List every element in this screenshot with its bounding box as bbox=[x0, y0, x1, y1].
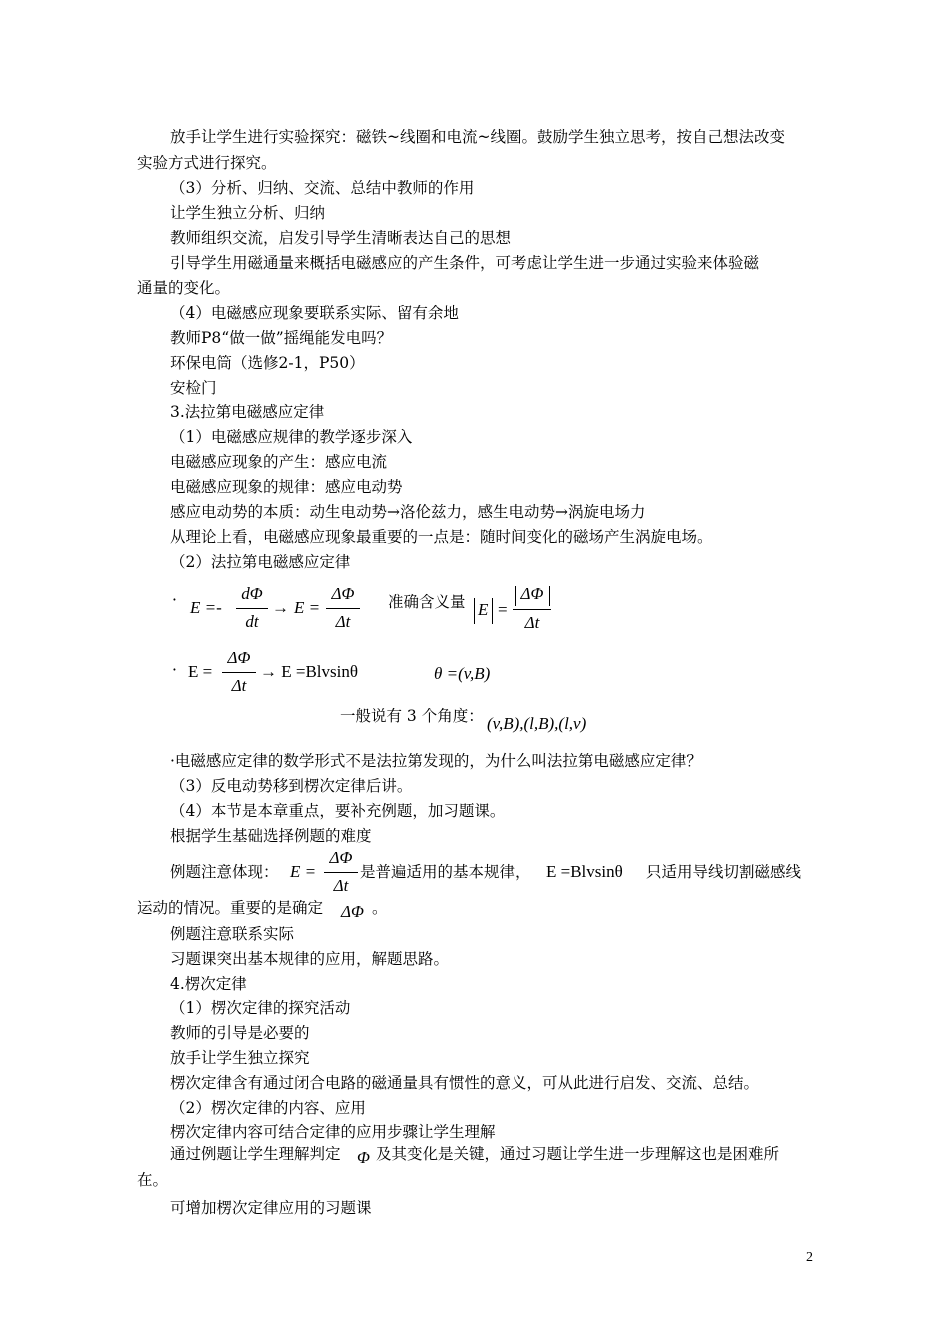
text-line: 引导学生用磁通量来概括电磁感应的产生条件，可考虑让学生进一步通过实验来体验磁 bbox=[170, 254, 760, 272]
text-line: 楞次定律内容可结合定律的应用步骤让学生理解 bbox=[170, 1123, 496, 1141]
phi-line2: 在。 bbox=[137, 1171, 169, 1189]
text-line: （2）法拉第电磁感应定律 bbox=[170, 553, 351, 571]
text-line: 教师组织交流，启发引导学生清晰表达自己的思想 bbox=[170, 229, 512, 247]
phi-post: 及其变化是关键，通过习题让学生进一步理解这也是困难所 bbox=[376, 1145, 780, 1163]
text-line: ·电磁感应定律的数学形式不是法拉第发现的，为什么叫法拉第电磁感应定律？ bbox=[170, 752, 702, 770]
text-line: 实验方式进行探究。 bbox=[137, 154, 277, 172]
numerator: ΔΦ bbox=[227, 648, 251, 667]
text-line: 环保电筒（选修2-1，P50） bbox=[170, 354, 365, 372]
phi-symbol: Φ bbox=[357, 1148, 370, 1167]
example-lhs: E = bbox=[290, 862, 317, 881]
phi-pre: 通过例题让学生理解判定 bbox=[170, 1145, 341, 1163]
text-line: 让学生独立分析、归纳 bbox=[170, 204, 326, 222]
example-formula: E =Blvsinθ bbox=[546, 862, 623, 881]
section-heading: 3.法拉第电磁感应定律 bbox=[170, 403, 325, 421]
text-line: 感应电动势的本质：动生电动势→洛伦兹力，感生电动势→涡旋电场力 bbox=[170, 503, 646, 521]
example-mid: 是普遍适用的基本规律， bbox=[360, 863, 531, 881]
numerator: dΦ bbox=[241, 584, 263, 603]
text-line: 放手让学生独立探究 bbox=[170, 1049, 310, 1067]
denominator: Δt bbox=[335, 612, 351, 631]
text-line: （1）电磁感应规律的教学逐步深入 bbox=[170, 428, 413, 446]
page-number: 2 bbox=[806, 1250, 813, 1265]
example-line2: 运动的情况。重要的是确定 bbox=[137, 899, 324, 917]
example-end: 。 bbox=[372, 899, 388, 917]
text-line: 电磁感应现象的规律：感应电动势 bbox=[170, 478, 403, 496]
formula-lhs: E =- bbox=[190, 598, 222, 617]
text-line: 放手让学生进行实验探究：磁铁~线圈和电流~线圈。鼓励学生独立思考，按自己想法改变 bbox=[170, 128, 785, 146]
fraction-delta bbox=[324, 848, 358, 898]
fraction-abs-delta bbox=[513, 584, 551, 634]
text-line: （3）反电动势移到楞次定律后讲。 bbox=[170, 777, 413, 795]
bullet: · bbox=[172, 591, 177, 609]
formula-mid: E = bbox=[294, 598, 321, 617]
formula-label: 准确含义量 bbox=[388, 593, 466, 611]
section-heading: 4.楞次定律 bbox=[170, 975, 247, 993]
text-line: 根据学生基础选择例题的难度 bbox=[170, 827, 372, 845]
text-line: 例题注意联系实际 bbox=[170, 925, 295, 943]
angles-expression: (v,B),(l,B),(l,v) bbox=[487, 714, 587, 733]
text-line: （1）楞次定律的探究活动 bbox=[170, 999, 351, 1017]
fraction-delta bbox=[222, 648, 256, 698]
text-line: 习题课突出基本规律的应用，解题思路。 bbox=[170, 950, 450, 968]
fraction-delta bbox=[326, 584, 360, 634]
text-line: 从理论上看，电磁感应现象最重要的一点是：随时间变化的磁场产生涡旋电场。 bbox=[170, 528, 713, 546]
numerator: ΔΦ bbox=[520, 584, 544, 603]
example-post: 只适用导线切割磁感线 bbox=[646, 863, 802, 881]
theta-definition: θ =(v,B) bbox=[434, 664, 491, 683]
denominator: Δt bbox=[231, 676, 247, 695]
abs-e: E bbox=[478, 600, 489, 619]
numerator: ΔΦ bbox=[329, 848, 353, 867]
text-line: 电磁感应现象的产生：感应电流 bbox=[170, 453, 388, 471]
text-line: 教师的引导是必要的 bbox=[170, 1024, 310, 1042]
text-line: 安检门 bbox=[170, 379, 217, 397]
example-pre: 例题注意体现： bbox=[170, 863, 279, 881]
fraction-dphi-dt bbox=[236, 584, 268, 634]
denominator: dt bbox=[245, 612, 259, 631]
equals: = bbox=[498, 600, 508, 619]
formula-rhs: → E =Blvsinθ bbox=[260, 662, 359, 681]
text-line: （4）电磁感应现象要联系实际、留有余地 bbox=[170, 304, 459, 322]
text-line: （3）分析、归纳、交流、总结中教师的作用 bbox=[170, 179, 475, 197]
text-line: 可增加楞次定律应用的习题课 bbox=[170, 1199, 372, 1217]
arrow: → bbox=[272, 598, 289, 617]
delta-phi-symbol: ΔΦ bbox=[341, 902, 364, 921]
angles-label: 一般说有 3 个角度： bbox=[340, 707, 484, 725]
formula-lhs: E = bbox=[188, 662, 213, 681]
text-line: （4）本节是本章重点，要补充例题，加习题课。 bbox=[170, 802, 506, 820]
text-line: （2）楞次定律的内容、应用 bbox=[170, 1099, 366, 1117]
denominator: Δt bbox=[524, 613, 540, 632]
denominator: Δt bbox=[333, 876, 349, 895]
bullet: · bbox=[172, 661, 177, 679]
text-line: 教师P8“做一做”摇绳能发电吗？ bbox=[170, 329, 393, 347]
text-line: 通量的变化。 bbox=[137, 279, 231, 297]
numerator: ΔΦ bbox=[331, 584, 355, 603]
text-line: 楞次定律含有通过闭合电路的磁通量具有惯性的意义，可从此进行启发、交流、总结。 bbox=[170, 1074, 760, 1092]
